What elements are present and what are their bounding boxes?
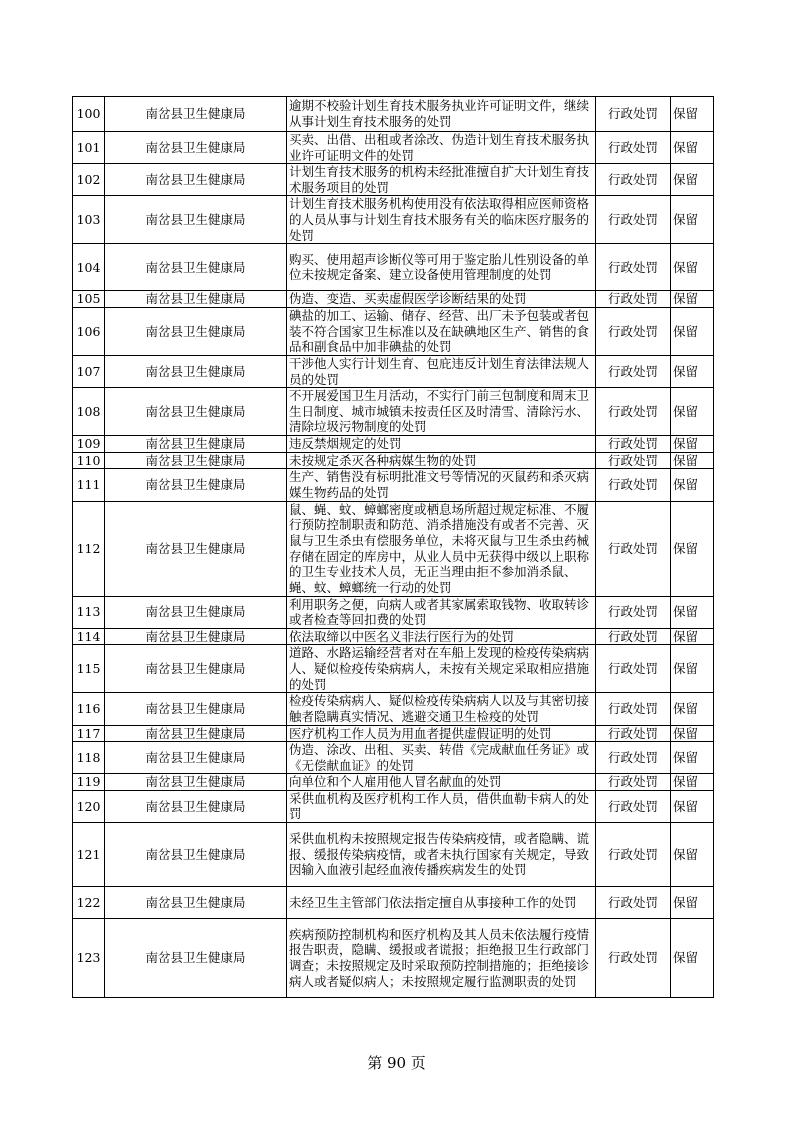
cell-type: 行政处罚 <box>596 196 671 244</box>
cell-org: 南岔县卫生健康局 <box>105 469 287 501</box>
cell-type: 行政处罚 <box>596 628 671 645</box>
cell-no: 110 <box>73 452 105 469</box>
table-row <box>73 628 714 645</box>
cell-type: 行政处罚 <box>596 244 671 291</box>
cell-status: 保留 <box>671 469 714 501</box>
cell-no: 107 <box>73 355 105 387</box>
cell-type: 行政处罚 <box>596 164 671 196</box>
cell-item: 医疗机构工作人员为用血者提供虚假证明的处罚 <box>287 725 596 742</box>
cell-item: 生产、销售没有标明批准文号等情况的灭鼠药和杀灭病媒生物药品的处罚 <box>287 469 596 501</box>
cell-no: 117 <box>73 725 105 742</box>
cell-no: 103 <box>73 196 105 244</box>
cell-type: 行政处罚 <box>596 645 671 693</box>
cell-org: 南岔县卫生健康局 <box>105 596 287 628</box>
cell-status: 保留 <box>671 291 714 308</box>
table-row <box>73 164 714 196</box>
table-row <box>73 790 714 822</box>
cell-org: 南岔县卫生健康局 <box>105 725 287 742</box>
cell-item: 逾期不校验计划生育技术服务执业许可证明文件，继续从事计划生育技术服务的处罚 <box>287 97 596 132</box>
cell-no: 121 <box>73 823 105 887</box>
table-row <box>73 887 714 919</box>
cell-org: 南岔县卫生健康局 <box>105 355 287 387</box>
cell-org: 南岔县卫生健康局 <box>105 291 287 308</box>
cell-org: 南岔县卫生健康局 <box>105 436 287 453</box>
cell-status: 保留 <box>671 790 714 822</box>
cell-item: 未经卫生主管部门依法指定擅自从事接种工作的处罚 <box>287 887 596 919</box>
table-row <box>73 742 714 774</box>
cell-type: 行政处罚 <box>596 97 671 132</box>
cell-status: 保留 <box>671 436 714 453</box>
cell-org: 南岔县卫生健康局 <box>105 645 287 693</box>
cell-no: 113 <box>73 596 105 628</box>
cell-item: 疾病预防控制机构和医疗机构及其人员未依法履行疫情报告职责，隐瞒、缓报或者谎报；拒绝报卫生行政部门调查；未按照规定及时采取预防控制措施的；拒绝接诊病人或者疑似病人；未按照规定履行监测职责的处罚 <box>287 919 596 998</box>
cell-status: 保留 <box>671 725 714 742</box>
cell-org: 南岔县卫生健康局 <box>105 790 287 822</box>
cell-org: 南岔县卫生健康局 <box>105 628 287 645</box>
cell-status: 保留 <box>671 132 714 164</box>
cell-org: 南岔县卫生健康局 <box>105 774 287 791</box>
table-row <box>73 291 714 308</box>
cell-type: 行政处罚 <box>596 501 671 596</box>
cell-type: 行政处罚 <box>596 307 671 355</box>
cell-org: 南岔县卫生健康局 <box>105 501 287 596</box>
cell-status: 保留 <box>671 887 714 919</box>
cell-no: 100 <box>73 97 105 132</box>
cell-item: 未按规定杀灭各种病媒生物的处罚 <box>287 452 596 469</box>
cell-status: 保留 <box>671 452 714 469</box>
cell-no: 111 <box>73 469 105 501</box>
cell-status: 保留 <box>671 596 714 628</box>
cell-no: 105 <box>73 291 105 308</box>
cell-item: 依法取缔以中医名义非法行医行为的处罚 <box>287 628 596 645</box>
cell-status: 保留 <box>671 693 714 725</box>
cell-no: 123 <box>73 919 105 998</box>
cell-item: 向单位和个人雇用他人冒名献血的处罚 <box>287 774 596 791</box>
cell-item: 道路、水路运输经营者对在车船上发现的检疫传染病病人、疑似检疫传染病病人，未按有关规定采取相应措施的处罚 <box>287 645 596 693</box>
table-row <box>73 823 714 887</box>
table-row <box>73 132 714 164</box>
cell-org: 南岔县卫生健康局 <box>105 164 287 196</box>
cell-status: 保留 <box>671 388 714 436</box>
table-row <box>73 596 714 628</box>
table-row <box>73 501 714 596</box>
cell-type: 行政处罚 <box>596 452 671 469</box>
cell-item: 违反禁烟规定的处罚 <box>287 436 596 453</box>
cell-item: 检疫传染病病人、疑似检疫传染病病人以及与其密切接触者隐瞒真实情况、逃避交通卫生检疫的处罚 <box>287 693 596 725</box>
cell-item: 利用职务之便，向病人或者其家属索取钱物、收取转诊或者检查等回扣费的处罚 <box>287 596 596 628</box>
table-row <box>73 388 714 436</box>
table-body <box>73 97 714 998</box>
cell-status: 保留 <box>671 742 714 774</box>
cell-no: 106 <box>73 307 105 355</box>
cell-no: 114 <box>73 628 105 645</box>
cell-no: 112 <box>73 501 105 596</box>
table-row <box>73 725 714 742</box>
cell-org: 南岔县卫生健康局 <box>105 132 287 164</box>
cell-status: 保留 <box>671 919 714 998</box>
cell-org: 南岔县卫生健康局 <box>105 97 287 132</box>
table-row <box>73 196 714 244</box>
cell-no: 104 <box>73 244 105 291</box>
cell-org: 南岔县卫生健康局 <box>105 307 287 355</box>
cell-org: 南岔县卫生健康局 <box>105 196 287 244</box>
cell-item: 采供血机构未按照规定报告传染病疫情，或者隐瞒、谎报、缓报传染病疫情，或者未执行国家有关规定，导致因输入血液引起经血液传播疾病发生的处罚 <box>287 823 596 887</box>
cell-org: 南岔县卫生健康局 <box>105 244 287 291</box>
cell-status: 保留 <box>671 628 714 645</box>
cell-no: 116 <box>73 693 105 725</box>
cell-status: 保留 <box>671 244 714 291</box>
cell-org: 南岔县卫生健康局 <box>105 388 287 436</box>
cell-item: 碘盐的加工、运输、储存、经营、出厂未予包装或者包装不符合国家卫生标准以及在缺碘地区生产、销售的食品和副食品中加非碘盐的处罚 <box>287 307 596 355</box>
cell-status: 保留 <box>671 501 714 596</box>
cell-org: 南岔县卫生健康局 <box>105 823 287 887</box>
cell-no: 101 <box>73 132 105 164</box>
cell-status: 保留 <box>671 645 714 693</box>
cell-type: 行政处罚 <box>596 388 671 436</box>
cell-item: 伪造、涂改、出租、买卖、转借《完成献血任务证》或《无偿献血证》的处罚 <box>287 742 596 774</box>
table-row <box>73 97 714 132</box>
cell-type: 行政处罚 <box>596 469 671 501</box>
cell-item: 采供血机构及医疗机构工作人员，借供血勒卡病人的处罚 <box>287 790 596 822</box>
table-row <box>73 774 714 791</box>
cell-no: 120 <box>73 790 105 822</box>
cell-type: 行政处罚 <box>596 291 671 308</box>
cell-type: 行政处罚 <box>596 774 671 791</box>
cell-no: 109 <box>73 436 105 453</box>
cell-type: 行政处罚 <box>596 725 671 742</box>
page-number: 第 90 页 <box>367 1054 426 1072</box>
cell-type: 行政处罚 <box>596 436 671 453</box>
table-row <box>73 693 714 725</box>
cell-status: 保留 <box>671 307 714 355</box>
cell-item: 买卖、出借、出租或者涂改、伪造计划生育技术服务执业许可证明文件的处罚 <box>287 132 596 164</box>
cell-type: 行政处罚 <box>596 693 671 725</box>
cell-status: 保留 <box>671 196 714 244</box>
cell-item: 购买、使用超声诊断仪等可用于鉴定胎儿性别设备的单位未按规定备案、建立设备使用管理制度的处罚 <box>287 244 596 291</box>
cell-no: 108 <box>73 388 105 436</box>
table-row <box>73 452 714 469</box>
cell-type: 行政处罚 <box>596 823 671 887</box>
cell-no: 102 <box>73 164 105 196</box>
cell-type: 行政处罚 <box>596 742 671 774</box>
cell-type: 行政处罚 <box>596 355 671 387</box>
cell-type: 行政处罚 <box>596 790 671 822</box>
cell-org: 南岔县卫生健康局 <box>105 887 287 919</box>
cell-org: 南岔县卫生健康局 <box>105 919 287 998</box>
table-row <box>73 645 714 693</box>
cell-no: 115 <box>73 645 105 693</box>
cell-item: 计划生育技术服务的机构未经批准擅自扩大计划生育技术服务项目的处罚 <box>287 164 596 196</box>
cell-item: 不开展爱国卫生月活动，不实行门前三包制度和周末卫生日制度、城市城镇未按责任区及时清雪、清除污水、清除垃圾污物制度的处罚 <box>287 388 596 436</box>
cell-type: 行政处罚 <box>596 132 671 164</box>
table-row <box>73 244 714 291</box>
cell-status: 保留 <box>671 97 714 132</box>
cell-org: 南岔县卫生健康局 <box>105 693 287 725</box>
cell-no: 119 <box>73 774 105 791</box>
table-row <box>73 436 714 453</box>
penalty-table <box>72 96 714 998</box>
table-row <box>73 469 714 501</box>
cell-no: 122 <box>73 887 105 919</box>
cell-type: 行政处罚 <box>596 919 671 998</box>
cell-status: 保留 <box>671 823 714 887</box>
cell-no: 118 <box>73 742 105 774</box>
table-row <box>73 355 714 387</box>
table-row <box>73 307 714 355</box>
cell-status: 保留 <box>671 164 714 196</box>
cell-org: 南岔县卫生健康局 <box>105 452 287 469</box>
cell-status: 保留 <box>671 355 714 387</box>
cell-item: 伪造、变造、买卖虚假医学诊断结果的处罚 <box>287 291 596 308</box>
cell-org: 南岔县卫生健康局 <box>105 742 287 774</box>
cell-type: 行政处罚 <box>596 596 671 628</box>
table-row <box>73 919 714 998</box>
cell-item: 计划生育技术服务机构使用没有依法取得相应医师资格的人员从事与计划生育技术服务有关的临床医疗服务的处罚 <box>287 196 596 244</box>
cell-status: 保留 <box>671 774 714 791</box>
cell-type: 行政处罚 <box>596 887 671 919</box>
cell-item: 鼠、蝇、蚊、蟑螂密度或栖息场所超过规定标准、不履行预防控制职责和防范、消杀措施没有或者不完善、灭鼠与卫生杀虫有偿服务单位，未将灭鼠与卫生杀虫药械存储在固定的库房中，从业人员中无获得中级以上职称的卫生专业技术人员，无正当理由拒不参加消杀鼠、蝇、蚊、蟑螂统一行动的处罚 <box>287 501 596 596</box>
cell-item: 干涉他人实行计划生育、包庇违反计划生育法律法规人员的处罚 <box>287 355 596 387</box>
